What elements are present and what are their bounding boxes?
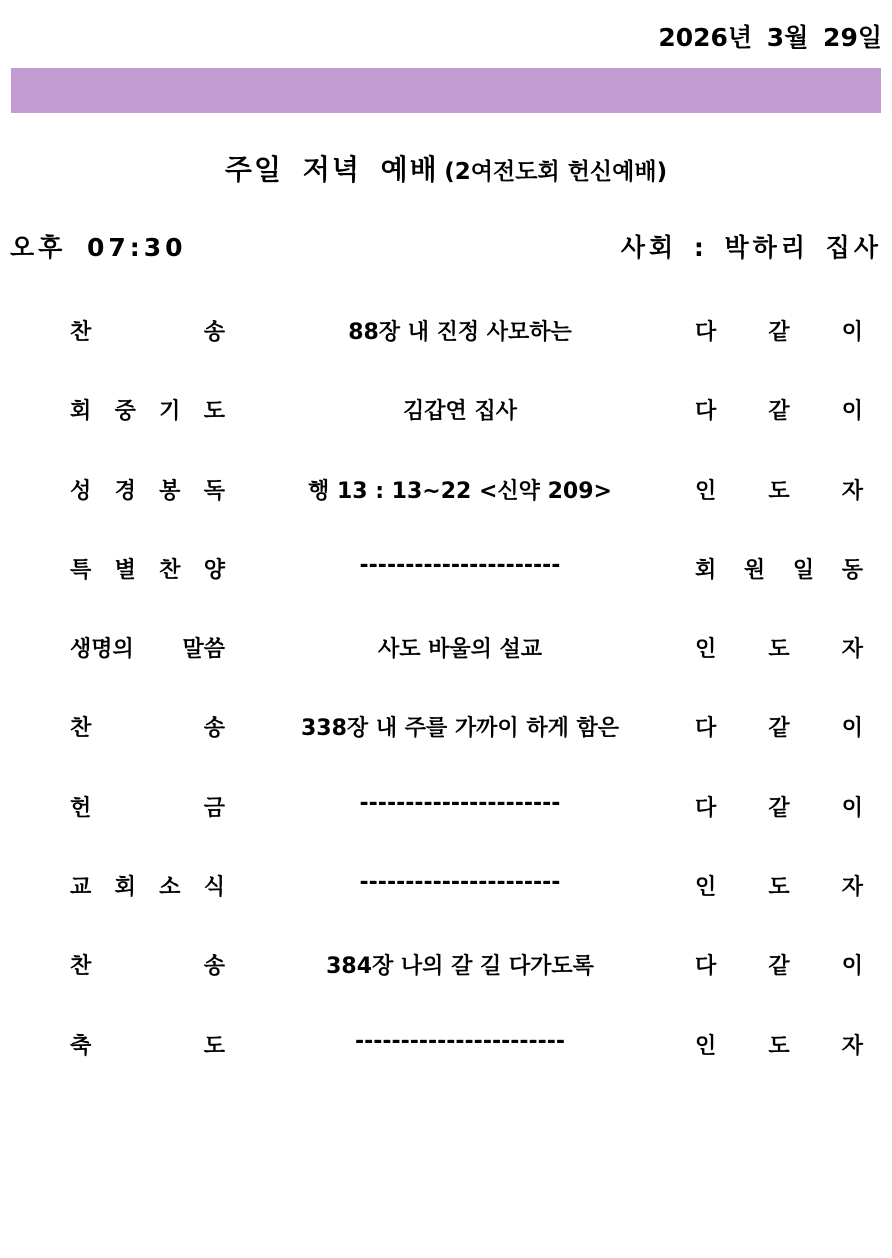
program-row [0, 1004, 892, 1083]
program-performer: 다 같 이 [695, 320, 863, 345]
program-content: 행 13 : 13~22 <신약 209> [308, 478, 612, 504]
program-row [0, 924, 892, 1003]
program-item: 회 중 기 도 [70, 399, 225, 425]
program-item: 생명의 말씀 [70, 637, 225, 663]
program-row [0, 290, 892, 369]
program-content: ---------------------- [359, 870, 561, 896]
program-performer: 인 도 자 [695, 875, 863, 901]
service-title-line [0, 148, 892, 188]
program-row [0, 686, 892, 765]
program-content: ---------------------- [359, 790, 561, 816]
program-content: 김갑연 집사 [403, 399, 517, 425]
program-item: 성 경 봉 독 [70, 478, 225, 504]
service-time: 오후 07:30 [10, 233, 187, 262]
program-item: 찬 송 [70, 320, 225, 345]
program-performer: 인 도 자 [695, 478, 863, 504]
program-performer: 다 같 이 [695, 716, 863, 742]
program-content: ---------------------- [359, 552, 561, 578]
bulletin-date: 2026년 3월 29일 [658, 23, 882, 52]
program-performer: 다 같 이 [695, 795, 863, 821]
service-leader: 사회 : 박하리 집사 [620, 233, 882, 262]
program-performer: 회 원 일 동 [695, 557, 863, 583]
program-content: ----------------------- [354, 1028, 565, 1054]
program-content: 338장 내 주를 가까이 하게 함은 [301, 716, 619, 742]
program-content: 88장 내 진정 사모하는 [348, 320, 572, 345]
header-color-band [11, 68, 881, 113]
program-item: 찬 송 [70, 716, 225, 742]
program-content: 사도 바울의 설교 [377, 637, 543, 663]
program-performer: 인 도 자 [695, 637, 863, 663]
program-item: 찬 송 [70, 954, 225, 980]
order-of-worship [0, 290, 892, 1083]
service-title: 주일 저녁 예배 [224, 153, 439, 186]
program-row [0, 449, 892, 528]
program-performer: 다 같 이 [695, 954, 863, 980]
program-performer: 다 같 이 [695, 399, 863, 425]
program-performer: 인 도 자 [695, 1033, 863, 1059]
program-item: 특 별 찬 양 [70, 557, 225, 583]
program-row [0, 845, 892, 924]
program-content: 384장 나의 갈 길 다가도록 [326, 954, 594, 980]
program-item: 교 회 소 식 [70, 875, 225, 901]
program-item: 축 도 [70, 1033, 225, 1059]
program-item: 헌 금 [70, 795, 225, 821]
program-row [0, 528, 892, 607]
service-subtitle: (2여전도회 헌신예배) [444, 159, 668, 185]
program-row [0, 607, 892, 686]
program-row [0, 369, 892, 448]
program-row [0, 766, 892, 845]
